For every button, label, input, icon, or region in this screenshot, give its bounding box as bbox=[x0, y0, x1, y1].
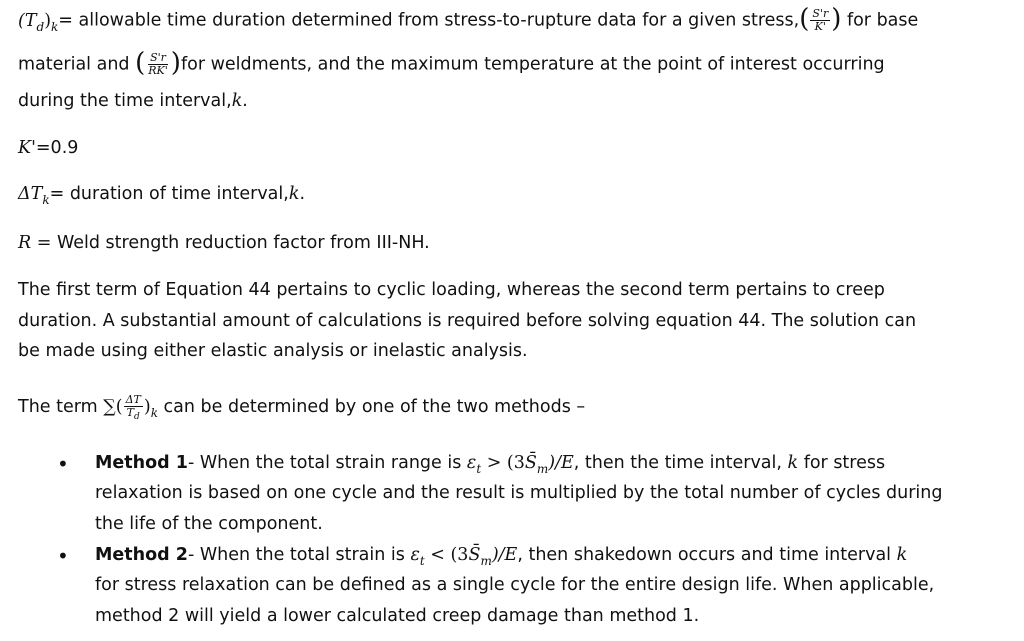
method-1-line-2: relaxation is based on one cycle and the result is multiplied by the total number of cycles during bbox=[95, 483, 943, 503]
delta-tk-text: = duration of time interval, bbox=[49, 184, 289, 204]
kprime-symbol: K' bbox=[18, 138, 36, 158]
method-2-relation: < (3 bbox=[424, 545, 469, 565]
method-1-sm: $S̄_m$ bbox=[524, 453, 549, 476]
kprime-definition bbox=[18, 137, 78, 159]
method-2-text-b: , then shakedown occurs and time interval bbox=[517, 545, 897, 565]
method-1-text-c: for stress bbox=[798, 453, 886, 473]
kprime-value: =0.9 bbox=[35, 138, 79, 158]
para3-text-b: can be determined by one of the two methods – bbox=[157, 397, 586, 417]
td-definition-tail: for base bbox=[841, 10, 919, 31]
method-1-text-a: - When the total strain range is bbox=[187, 453, 467, 473]
td-symbol: $(T_d)_k$ bbox=[18, 10, 59, 34]
r-symbol: R bbox=[18, 233, 32, 253]
method-2-sm: $S̄_m$ bbox=[468, 545, 492, 568]
fraction-sr-over-k: $\frac{S'r}{K'}$ bbox=[812, 7, 829, 33]
definition-td-line-2: material and ( $\frac{S'r}{RK'}$ )for weldments, and the maximum temperature at the point of interest occurring bbox=[18, 47, 885, 78]
td-line3-end: . bbox=[242, 91, 248, 111]
paragraph-2-line-2: duration. A substantial amount of calculations is required before solving equation 44. The solution can bbox=[18, 311, 917, 331]
k-symbol: k bbox=[896, 545, 908, 565]
td-line2-text-b: for weldments, and the maximum temperature at the point of interest occurring bbox=[180, 54, 885, 75]
method-2-epsilon: $\varepsilon_t$ bbox=[410, 545, 425, 568]
sub-k: k bbox=[150, 406, 158, 420]
paragraph-3: The term ∑( $\frac{\Delta T}{T_d}$ )$_k$ can be determined by one of the two methods – bbox=[18, 393, 586, 422]
method-2-line-2: for stress relaxation can be defined as a single cycle for the entire design life. When applicable, bbox=[95, 575, 935, 595]
method-2-line-3: method 2 will yield a lower calculated creep damage than method 1. bbox=[95, 606, 700, 626]
para3-text-a: The term bbox=[18, 397, 104, 417]
k-symbol: k bbox=[231, 91, 243, 111]
bullet-method-2: • bbox=[57, 544, 69, 568]
summation-symbol: ∑( bbox=[103, 397, 123, 417]
method-1-relation: > (3 bbox=[481, 453, 525, 473]
method-2-title: Method 2 bbox=[95, 545, 188, 565]
method-1-text-b: , then the time interval, bbox=[573, 453, 788, 473]
delta-tk-definition bbox=[18, 183, 305, 206]
method-2-expr-tail: )/E bbox=[491, 545, 518, 565]
bullet-method-1: • bbox=[57, 452, 69, 476]
paragraph-2-line-1: The first term of Equation 44 pertains to cyclic loading, whereas the second term pertains to creep bbox=[18, 280, 885, 300]
r-definition bbox=[18, 232, 430, 254]
definition-td-line-1: $(T_d)_k=$ allowable time duration determined from stress-to-rupture data for a given stress,( $\frac{S'r}{K'}$ ) for base bbox=[18, 3, 919, 34]
method-1-line-3: the life of the component. bbox=[95, 514, 323, 534]
method-1-epsilon: $\varepsilon_t$ bbox=[466, 453, 482, 476]
r-text: Weld strength reduction factor from III-NH. bbox=[56, 233, 430, 253]
k-symbol: k bbox=[288, 184, 300, 204]
fraction-dt-over-td: $\frac{\Delta T}{T_d}$ bbox=[125, 393, 141, 422]
td-line3-text: during the time interval, bbox=[18, 91, 232, 111]
td-line2-text-a: material and bbox=[18, 54, 130, 75]
paragraph-2-line-3: be made using either elastic analysis or inelastic analysis. bbox=[18, 341, 528, 361]
td-definition-text: = allowable time duration determined from stress-to-rupture data for a given stress, bbox=[58, 10, 800, 31]
delta-tk-end: . bbox=[299, 184, 306, 204]
method-2-line-1 bbox=[95, 544, 907, 567]
method-1-expr-tail: )/E bbox=[548, 453, 574, 473]
definition-td-line-3 bbox=[18, 90, 248, 112]
fraction-sr-over-rk: $\frac{S'r}{RK'}$ bbox=[148, 51, 168, 77]
delta-tk-symbol: $\Delta T_k$ bbox=[18, 184, 50, 207]
method-1-line-1 bbox=[95, 452, 885, 475]
method-2-text-a: - When the total strain is bbox=[187, 545, 411, 565]
r-equals: = bbox=[31, 233, 57, 253]
k-symbol: k bbox=[787, 453, 799, 473]
method-1-title: Method 1 bbox=[95, 453, 188, 473]
